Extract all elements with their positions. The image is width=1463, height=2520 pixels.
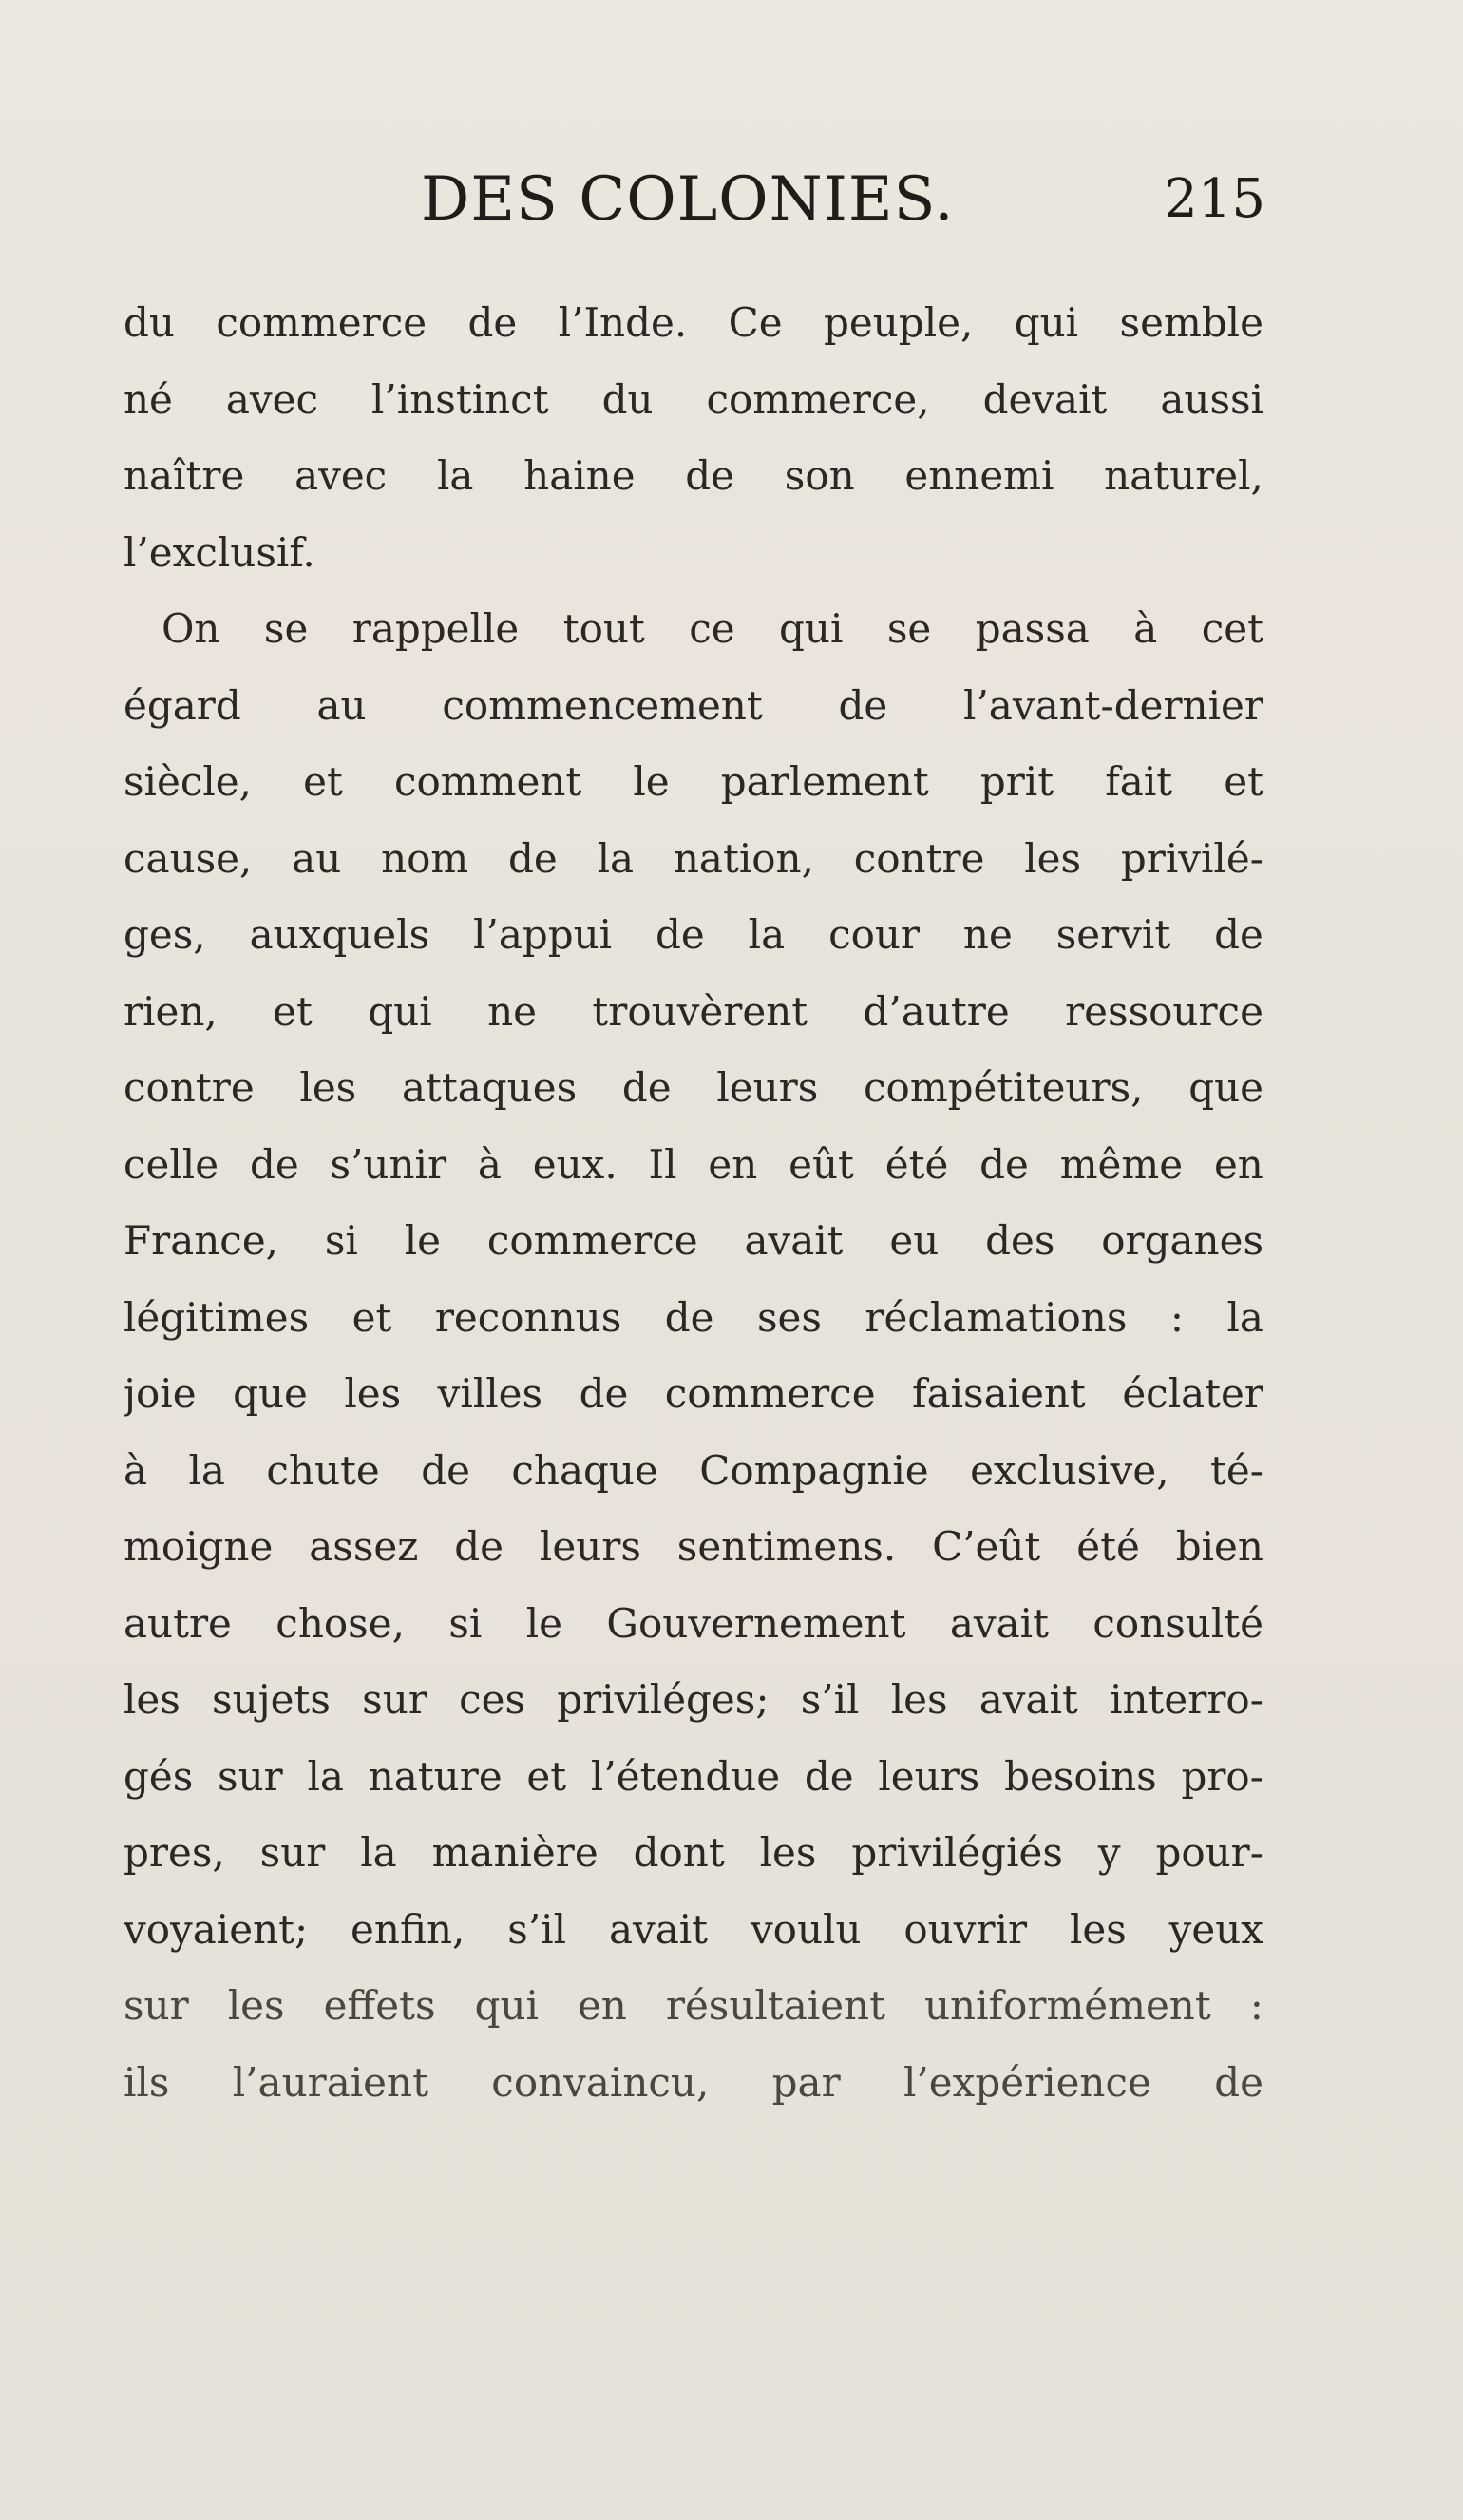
word: à xyxy=(1133,605,1158,652)
word: ouvrir xyxy=(903,1905,1028,1953)
word: sur xyxy=(124,1982,189,2029)
word: les xyxy=(890,1676,948,1723)
word: et xyxy=(352,1293,392,1341)
text-line xyxy=(124,974,1264,1051)
word: qui xyxy=(779,605,844,652)
word: le xyxy=(404,1217,441,1264)
word: qui xyxy=(1014,299,1079,346)
word: devait xyxy=(982,375,1108,423)
word: les xyxy=(1024,834,1082,882)
word: passa xyxy=(975,605,1090,652)
word: faisaient xyxy=(912,1370,1086,1417)
word: au xyxy=(292,834,342,882)
word: ressource xyxy=(1065,987,1264,1035)
word: été xyxy=(1076,1523,1140,1570)
word: siècle, xyxy=(124,758,253,805)
page-number: 215 xyxy=(1164,168,1265,230)
word: Il xyxy=(648,1140,677,1188)
word: chose, xyxy=(276,1599,405,1647)
word: éclater xyxy=(1122,1370,1264,1417)
word: la xyxy=(748,911,786,958)
word: organes xyxy=(1101,1217,1264,1264)
word: que xyxy=(233,1370,308,1417)
word: pour- xyxy=(1155,1829,1264,1876)
word: l’Inde. xyxy=(558,299,688,346)
word: leurs xyxy=(716,1064,819,1111)
word: la xyxy=(360,1829,397,1876)
word: ges, xyxy=(124,911,206,958)
word: se xyxy=(263,605,309,652)
word: du xyxy=(124,299,175,346)
word: exclusive, xyxy=(970,1446,1169,1494)
word: trouvèrent xyxy=(592,987,808,1035)
word: de xyxy=(838,681,888,729)
word: gés xyxy=(124,1752,194,1800)
word: y xyxy=(1097,1829,1121,1876)
word: l’appui xyxy=(473,911,613,958)
word: sujets xyxy=(212,1676,331,1723)
text-line xyxy=(124,1127,1264,1204)
word: la xyxy=(436,452,474,499)
word: contre xyxy=(124,1064,255,1111)
word: pres, xyxy=(124,1829,225,1876)
word: priviléges; xyxy=(557,1676,770,1723)
running-title: DES COLONIES. xyxy=(421,164,955,235)
word: prit xyxy=(979,758,1054,805)
word: égard xyxy=(124,681,241,729)
word: de xyxy=(421,1446,470,1494)
word: au xyxy=(316,681,367,729)
word: reconnus xyxy=(434,1293,622,1341)
word: : xyxy=(1169,1293,1185,1341)
word: de xyxy=(249,1140,299,1188)
word: la xyxy=(1226,1293,1264,1341)
word: C’eût xyxy=(932,1523,1041,1570)
word: leurs xyxy=(539,1523,641,1570)
word: se xyxy=(886,605,932,652)
word: des xyxy=(985,1217,1055,1264)
word: celle xyxy=(124,1140,219,1188)
word: bien xyxy=(1175,1523,1264,1570)
word: commerce xyxy=(486,1217,698,1264)
word: si xyxy=(448,1599,483,1647)
word: Gouvernement xyxy=(606,1599,906,1647)
word: haine xyxy=(523,452,636,499)
word: cet xyxy=(1201,605,1264,652)
word: de xyxy=(804,1752,854,1800)
word: été xyxy=(884,1140,949,1188)
word: cause, xyxy=(124,834,253,882)
word: chaque xyxy=(511,1446,658,1494)
text-line xyxy=(124,1280,1264,1357)
word: commerce, xyxy=(706,375,930,423)
word: le xyxy=(633,758,670,805)
word: fait xyxy=(1105,758,1173,805)
word: du xyxy=(601,375,654,423)
word: avait xyxy=(978,1676,1078,1723)
word: qui xyxy=(368,987,432,1035)
word: commencement xyxy=(442,681,763,729)
text-line xyxy=(124,1050,1264,1127)
text-line xyxy=(124,438,1264,515)
word: avait xyxy=(744,1217,844,1264)
word: par xyxy=(771,2058,841,2106)
text-line xyxy=(124,1203,1264,1280)
word: de xyxy=(579,1370,629,1417)
word: et xyxy=(1224,758,1264,805)
word: de xyxy=(508,834,558,882)
word: eût xyxy=(788,1140,854,1188)
word: commerce xyxy=(216,299,428,346)
word: réclamations xyxy=(864,1293,1128,1341)
word: chute xyxy=(266,1446,380,1494)
word: nature xyxy=(368,1752,503,1800)
text-line xyxy=(124,1509,1264,1586)
word: enfin, xyxy=(351,1905,466,1953)
word: de xyxy=(979,1140,1029,1188)
word: s’il xyxy=(800,1676,860,1723)
word: de xyxy=(1214,2058,1264,2106)
word: ne xyxy=(962,911,1013,958)
word: uniformément xyxy=(924,1982,1211,2029)
word: les xyxy=(227,1982,285,2029)
word: attaques xyxy=(401,1064,578,1111)
text-line xyxy=(124,362,1264,439)
word: qui xyxy=(474,1982,539,2029)
word: avait xyxy=(608,1905,709,1953)
word: les xyxy=(1069,1905,1127,1953)
word: naître xyxy=(124,452,245,499)
text-line xyxy=(124,1739,1264,1816)
word: s’il xyxy=(507,1905,567,1953)
word: de xyxy=(685,452,735,499)
word: eu xyxy=(889,1217,940,1264)
word: On xyxy=(162,605,220,652)
word: l’exclusif. xyxy=(124,528,315,576)
word: la xyxy=(307,1752,344,1800)
word: la xyxy=(597,834,635,882)
word: le xyxy=(525,1599,562,1647)
running-head xyxy=(124,162,1264,238)
word: ils xyxy=(124,2058,170,2106)
word: ces xyxy=(459,1676,525,1723)
word: ses xyxy=(756,1293,822,1341)
word: rien, xyxy=(124,987,218,1035)
word: l’avant-dernier xyxy=(963,681,1264,729)
word: auxquels xyxy=(249,911,430,958)
word: besoins xyxy=(1004,1752,1157,1800)
word: nation, xyxy=(673,834,814,882)
word: en xyxy=(708,1140,758,1188)
word: commerce xyxy=(664,1370,876,1417)
word: les xyxy=(344,1370,402,1417)
word: sur xyxy=(218,1752,283,1800)
word: nom xyxy=(381,834,469,882)
text-line xyxy=(124,1892,1264,1969)
text-line xyxy=(124,1356,1264,1433)
word: Compagnie xyxy=(699,1446,929,1494)
word: sur xyxy=(362,1676,428,1723)
word: de xyxy=(656,911,705,958)
word: consulté xyxy=(1092,1599,1264,1647)
text-line xyxy=(124,285,1264,362)
word: peuple, xyxy=(824,299,974,346)
word: moigne xyxy=(124,1523,274,1570)
word: parlement xyxy=(720,758,929,805)
word: Ce xyxy=(728,299,783,346)
text-line xyxy=(124,668,1264,745)
text-line xyxy=(124,1433,1264,1510)
word: de xyxy=(454,1523,504,1570)
word: cour xyxy=(828,911,920,958)
word: de xyxy=(1214,911,1264,958)
word: les xyxy=(759,1829,817,1876)
word: d’autre xyxy=(863,987,1010,1035)
word: privilé- xyxy=(1120,834,1264,882)
word: tout xyxy=(562,605,645,652)
word: né xyxy=(124,375,173,423)
word: contre xyxy=(853,834,985,882)
text-line xyxy=(124,744,1264,821)
word: sur xyxy=(259,1829,326,1876)
text-line xyxy=(124,1815,1264,1892)
word: les xyxy=(124,1676,180,1723)
word: ce xyxy=(689,605,735,652)
word: semble xyxy=(1119,299,1264,346)
word: assez xyxy=(309,1523,419,1570)
word: France, xyxy=(124,1217,279,1264)
text-line xyxy=(124,821,1264,898)
word: naturel, xyxy=(1104,452,1264,499)
word: effets xyxy=(323,1982,436,2029)
word: : xyxy=(1249,1982,1264,2029)
word: si xyxy=(324,1217,358,1264)
word: et xyxy=(273,987,313,1035)
text-line xyxy=(124,897,1264,974)
word: yeux xyxy=(1168,1905,1264,1953)
text-line xyxy=(124,1968,1264,2045)
word: l’expérience xyxy=(903,2058,1151,2106)
word: la xyxy=(188,1446,225,1494)
word: compétiteurs, xyxy=(864,1064,1144,1111)
word: voyaient; xyxy=(124,1905,309,1953)
word: légitimes xyxy=(124,1293,310,1341)
word: et xyxy=(526,1752,567,1800)
word: joie xyxy=(124,1370,197,1417)
body-text xyxy=(124,285,1264,2121)
word: sentimens. xyxy=(676,1523,897,1570)
word: que xyxy=(1188,1064,1264,1111)
word: à xyxy=(477,1140,502,1188)
word: manière xyxy=(431,1829,598,1876)
text-line xyxy=(124,1662,1264,1739)
word: même xyxy=(1059,1140,1184,1188)
word: interro- xyxy=(1110,1676,1264,1723)
word: en xyxy=(1213,1140,1264,1188)
text-line xyxy=(124,591,1264,668)
word: pro- xyxy=(1181,1752,1264,1800)
word: l’auraient xyxy=(232,2058,428,2106)
word: eux. xyxy=(532,1140,618,1188)
word: té- xyxy=(1209,1446,1264,1494)
word: de xyxy=(664,1293,714,1341)
word: de xyxy=(467,299,518,346)
word: comment xyxy=(394,758,582,805)
word: avait xyxy=(949,1599,1049,1647)
word: en xyxy=(577,1982,627,2029)
word: l’étendue xyxy=(590,1752,781,1800)
word: les xyxy=(299,1064,357,1111)
word: privilégiés xyxy=(851,1829,1063,1876)
word: à xyxy=(124,1446,148,1494)
word: rappelle xyxy=(352,605,520,652)
word: avec xyxy=(294,452,388,499)
word: ne xyxy=(487,987,537,1035)
word: dont xyxy=(633,1829,725,1876)
word: leurs xyxy=(878,1752,980,1800)
word: résultaient xyxy=(665,1982,885,2029)
word: servit xyxy=(1055,911,1171,958)
word: l’instinct xyxy=(371,375,549,423)
word: de xyxy=(621,1064,672,1111)
word: et xyxy=(303,758,343,805)
word: voulu xyxy=(750,1905,862,1953)
word: villes xyxy=(437,1370,543,1417)
word: s’unir xyxy=(330,1140,447,1188)
word: ennemi xyxy=(904,452,1054,499)
word: avec xyxy=(225,375,319,423)
word: son xyxy=(784,452,855,499)
word: autre xyxy=(124,1599,232,1647)
word: aussi xyxy=(1160,375,1264,423)
text-line xyxy=(124,515,1264,592)
text-line xyxy=(124,2045,1264,2122)
word: convaincu, xyxy=(491,2058,710,2106)
text-line xyxy=(124,1586,1264,1663)
